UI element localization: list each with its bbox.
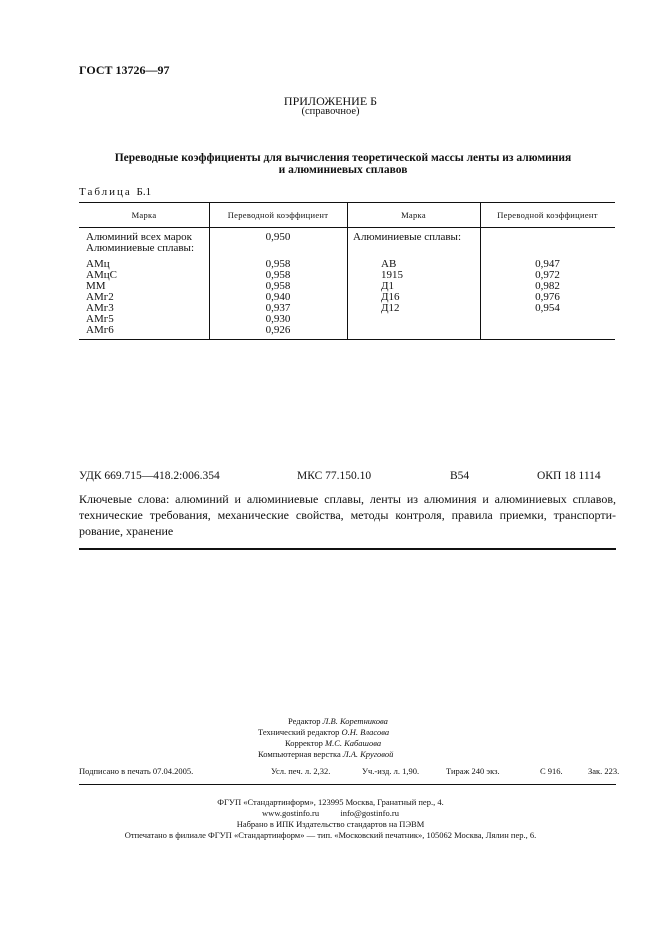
table-cell-grade: АМг2 (86, 291, 114, 303)
table-cell-grade: АМг3 (86, 302, 114, 314)
table-cell-grade: 1915 (381, 269, 403, 281)
table-cell-grade: Д12 (381, 302, 400, 314)
credits-editor-label: Редактор (288, 716, 321, 726)
table-cell-grade: АМг5 (86, 313, 114, 325)
publisher-address: ФГУП «Стандартинформ», 123995 Москва, Гранатный пер., 4. (217, 797, 444, 807)
table-header-coefficient: Переводной коэффициент (227, 210, 329, 220)
mks-code: МКС 77.150.10 (297, 470, 372, 482)
table-col-divider (347, 203, 348, 339)
main-title-line-2: и алюминиевых сплавов (278, 164, 408, 176)
credits-layout (255, 749, 393, 760)
print-pub-sheets: Уч.-изд. л. 1,90. (362, 766, 420, 776)
table-cell-coefficient: 0,976 (535, 291, 560, 303)
credits-tech-editor (255, 727, 393, 738)
udk-code: УДК 669.715—418.2:006.354 (79, 470, 220, 482)
table-cell-coefficient: 0,950 (265, 231, 291, 243)
table-cell-coefficient: 0,958 (265, 280, 291, 292)
main-title (0, 152, 661, 176)
table-header-coefficient: Переводной коэффициент (497, 210, 598, 220)
publisher-contacts: www.gostinfo.ru info@gostinfo.ru (262, 808, 399, 818)
table-caption (79, 186, 151, 198)
publisher-typeset: Набрано в ИПК Издательство стандартов на ПЭВМ (236, 819, 425, 829)
table-header-grade: Марка (401, 210, 426, 220)
credits-corrector-label: Корректор (285, 738, 323, 748)
standard-number: ГОСТ 13726—97 (79, 63, 170, 77)
table-cell-grade: Алюминий всех марок (86, 231, 193, 243)
section-divider (79, 548, 616, 550)
table-cell-grade: Алюминиевые сплавы: (86, 242, 195, 254)
table-cell-grade: АМцС (86, 269, 117, 281)
table-cell-coefficient: 0,972 (535, 269, 560, 281)
table-header-divider (79, 227, 615, 228)
table-cell-grade: АМц (86, 258, 110, 270)
appendix-title: ПРИЛОЖЕНИЕ Б (283, 94, 378, 108)
print-sheets: Усл. печ. л. 2,32. (271, 766, 331, 776)
table-header-grade: Марка (131, 210, 157, 220)
credits-layout-label: Компьютерная верстка (258, 749, 341, 759)
table-cell-coefficient: 0,958 (265, 258, 291, 270)
credits-editor-name: Л.В. Коретникова (322, 716, 388, 726)
coefficients-table (79, 202, 615, 340)
keywords: Ключевые слова: алюминий и алюминиевые сплавы, ленты из алюминия и алюминиевых сплавов, технические требования, механические свойства, методы контроля, правила приемки, транспорти-рование, хранение (79, 492, 616, 538)
table-cell-coefficient: 0,940 (265, 291, 291, 303)
publisher-printed: Отпечатано в филиале ФГУП «Стандартинформ» — тип. «Московский печатник», 105062 Москва, Лялин пер., 6. (124, 830, 537, 840)
print-order-c: С 916. (540, 766, 563, 776)
table-cell-grade: ММ (86, 280, 106, 292)
table-cell-coefficient: 0,930 (265, 313, 291, 325)
print-signed: Подписано в печать 07.04.2005. (79, 766, 194, 776)
table-cell-grade: Д16 (381, 291, 400, 303)
table-cell-coefficient: 0,982 (535, 280, 560, 292)
table-cell-grade: АВ (381, 258, 397, 270)
credits-corrector (255, 738, 393, 749)
print-order: Зак. 223. (588, 766, 620, 776)
table-cell-coefficient: 0,954 (535, 302, 560, 314)
credits-block (255, 716, 393, 760)
table-caption-number: Б.1 (136, 186, 152, 198)
print-copies: Тираж 240 экз. (446, 766, 500, 776)
appendix-subtitle: (справочное) (301, 106, 360, 117)
table-cell-grade: Д1 (381, 280, 395, 292)
group-code: В54 (450, 470, 470, 482)
table-cell-grade: АМг6 (86, 324, 114, 336)
print-divider (79, 784, 616, 785)
main-title-line-1: Переводные коэффициенты для вычисления теоретической массы ленты из алюминия (114, 152, 572, 164)
table-cell-grade-heading: Алюминиевые сплавы: (353, 231, 462, 243)
okp-code: ОКП 18 1114 (537, 470, 601, 482)
table-caption-word: Таблица (79, 186, 132, 198)
table-cell-coefficient: 0,937 (265, 302, 291, 314)
credits-corrector-name: М.С. Кабашова (325, 738, 382, 748)
table-cell-coefficient: 0,947 (535, 258, 560, 270)
credits-tech-editor-name: О.Н. Власова (341, 727, 390, 737)
credits-layout-name: Л.А. Круговой (342, 749, 394, 759)
table-cell-coefficient: 0,926 (265, 324, 291, 336)
credits-tech-editor-label: Технический редактор (258, 727, 340, 737)
credits-editor (255, 716, 393, 727)
table-cell-coefficient: 0,958 (265, 269, 291, 281)
